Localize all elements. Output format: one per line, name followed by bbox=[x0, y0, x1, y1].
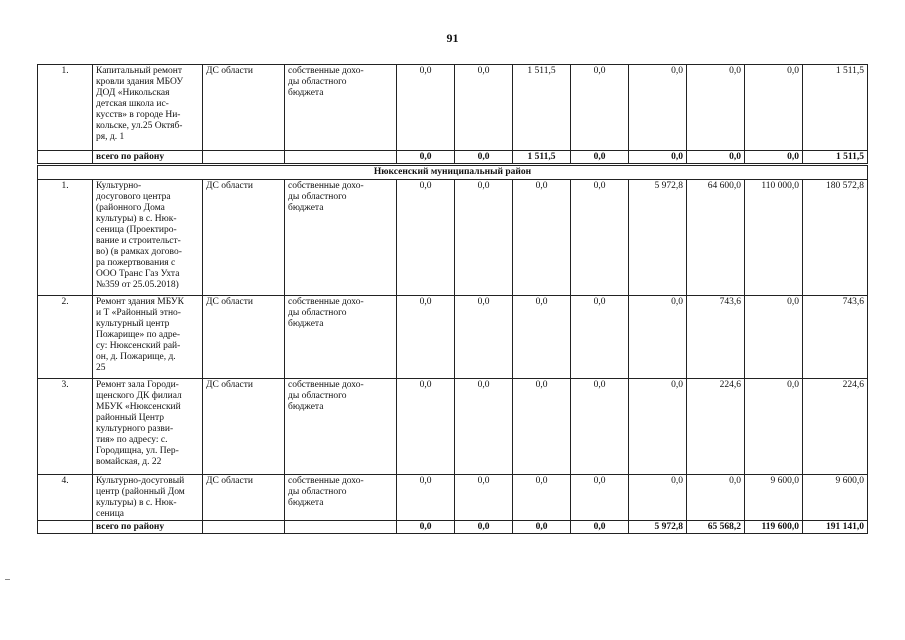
value-cell: 0,0 bbox=[745, 296, 803, 379]
funding-source: собственные дохо- ды областного бюджета bbox=[285, 475, 397, 521]
value-cell: 224,6 bbox=[803, 379, 868, 475]
total-value-cell: 65 568,2 bbox=[687, 521, 745, 534]
page-number: 91 bbox=[446, 31, 459, 45]
value-cell: 0,0 bbox=[513, 296, 571, 379]
value-cell: 0,0 bbox=[455, 379, 513, 475]
total-value-cell: 0,0 bbox=[571, 151, 629, 165]
customer: ДС области bbox=[203, 296, 285, 379]
budget-table bbox=[37, 64, 868, 534]
value-cell: 743,6 bbox=[687, 296, 745, 379]
total-value-cell: 0,0 bbox=[571, 521, 629, 534]
district-name: Нюксенский муниципальный район bbox=[38, 165, 868, 180]
value-cell: 0,0 bbox=[397, 379, 455, 475]
value-cell: 0,0 bbox=[745, 65, 803, 151]
value-cell: 0,0 bbox=[397, 65, 455, 151]
district-total-row bbox=[38, 151, 868, 165]
total-number bbox=[38, 151, 93, 165]
funding-source: собственные дохо- ды областного бюджета bbox=[285, 296, 397, 379]
value-cell: 0,0 bbox=[745, 379, 803, 475]
value-cell: 0,0 bbox=[571, 379, 629, 475]
customer: ДС области bbox=[203, 475, 285, 521]
value-cell: 0,0 bbox=[455, 180, 513, 296]
table-row bbox=[38, 379, 868, 475]
table-body bbox=[38, 65, 868, 534]
row-number: 1. bbox=[38, 65, 93, 151]
customer: ДС области bbox=[203, 180, 285, 296]
total-label: всего по району bbox=[93, 521, 203, 534]
value-cell: 743,6 bbox=[803, 296, 868, 379]
value-cell: 0,0 bbox=[397, 475, 455, 521]
row-number: 3. bbox=[38, 379, 93, 475]
object-name: Ремонт здания МБУК и Т «Районный этно- культурный центр Пожарище» по адре- су: Нюксенский рай- он, д. Пожарище, д. 25 bbox=[93, 296, 203, 379]
object-name: Культурно- досугового центра (районного Дома культуры) в с. Нюк- сеница (Проектиро- вание и строительст- во) (в рамках догово- ра пожертвования с ООО Транс Газ Ухта №359 от 25.05.2018) bbox=[93, 180, 203, 296]
value-cell: 0,0 bbox=[571, 65, 629, 151]
value-cell: 0,0 bbox=[397, 180, 455, 296]
total-customer bbox=[203, 521, 285, 534]
object-name: Капитальный ремонт кровли здания МБОУ ДОД «Никольская детская школа ис- кусств» в городе Ни- кольске, ул.25 Октяб- ря, д. 1 bbox=[93, 65, 203, 151]
total-label: всего по району bbox=[93, 151, 203, 165]
value-cell: 0,0 bbox=[687, 65, 745, 151]
total-value-cell: 191 141,0 bbox=[803, 521, 868, 534]
value-cell: 0,0 bbox=[513, 379, 571, 475]
total-customer bbox=[203, 151, 285, 165]
object-name: Ремонт зала Городи- щенского ДК филиал МБУК «Нюксенский районный Центр культурного разви- тия» по адресу: с. Городищна, ул. Пер- вомайская, д. 22 bbox=[93, 379, 203, 475]
total-value-cell: 1 511,5 bbox=[513, 151, 571, 165]
value-cell: 0,0 bbox=[455, 296, 513, 379]
customer: ДС области bbox=[203, 379, 285, 475]
table-row bbox=[38, 296, 868, 379]
district-header-row bbox=[38, 165, 868, 180]
value-cell: 0,0 bbox=[687, 475, 745, 521]
row-number: 2. bbox=[38, 296, 93, 379]
total-value-cell: 0,0 bbox=[455, 151, 513, 165]
value-cell: 110 000,0 bbox=[745, 180, 803, 296]
funding-source: собственные дохо- ды областного бюджета bbox=[285, 379, 397, 475]
object-name: Культурно-досуговый центр (районный Дом культуры) в с. Нюк- сеница bbox=[93, 475, 203, 521]
total-value-cell: 0,0 bbox=[629, 151, 687, 165]
total-value-cell: 0,0 bbox=[513, 521, 571, 534]
total-value-cell: 0,0 bbox=[397, 151, 455, 165]
total-value-cell: 119 600,0 bbox=[745, 521, 803, 534]
row-number: 4. bbox=[38, 475, 93, 521]
total-value-cell: 0,0 bbox=[745, 151, 803, 165]
table-row bbox=[38, 180, 868, 296]
value-cell: 0,0 bbox=[571, 475, 629, 521]
total-value-cell: 0,0 bbox=[687, 151, 745, 165]
table-row bbox=[38, 475, 868, 521]
value-cell: 0,0 bbox=[455, 475, 513, 521]
value-cell: 5 972,8 bbox=[629, 180, 687, 296]
district-total-row bbox=[38, 521, 868, 534]
value-cell: 64 600,0 bbox=[687, 180, 745, 296]
total-value-cell: 0,0 bbox=[455, 521, 513, 534]
value-cell: 0,0 bbox=[513, 475, 571, 521]
value-cell: 9 600,0 bbox=[803, 475, 868, 521]
value-cell: 0,0 bbox=[571, 296, 629, 379]
value-cell: 0,0 bbox=[513, 180, 571, 296]
total-value-cell: 1 511,5 bbox=[803, 151, 868, 165]
funding-source: собственные дохо- ды областного бюджета bbox=[285, 180, 397, 296]
value-cell: 224,6 bbox=[687, 379, 745, 475]
value-cell: 0,0 bbox=[571, 180, 629, 296]
total-value-cell: 5 972,8 bbox=[629, 521, 687, 534]
total-value-cell: 0,0 bbox=[397, 521, 455, 534]
total-source bbox=[285, 151, 397, 165]
value-cell: 0,0 bbox=[455, 65, 513, 151]
customer: ДС области bbox=[203, 65, 285, 151]
value-cell: 0,0 bbox=[397, 296, 455, 379]
table-row bbox=[38, 65, 868, 151]
total-number bbox=[38, 521, 93, 534]
value-cell: 180 572,8 bbox=[803, 180, 868, 296]
value-cell: 0,0 bbox=[629, 475, 687, 521]
value-cell: 0,0 bbox=[629, 379, 687, 475]
funding-source: собственные дохо- ды областного бюджета bbox=[285, 65, 397, 151]
value-cell: 1 511,5 bbox=[513, 65, 571, 151]
row-number: 1. bbox=[38, 180, 93, 296]
value-cell: 0,0 bbox=[629, 296, 687, 379]
margin-mark bbox=[5, 579, 10, 580]
value-cell: 9 600,0 bbox=[745, 475, 803, 521]
total-source bbox=[285, 521, 397, 534]
value-cell: 0,0 bbox=[629, 65, 687, 151]
value-cell: 1 511,5 bbox=[803, 65, 868, 151]
